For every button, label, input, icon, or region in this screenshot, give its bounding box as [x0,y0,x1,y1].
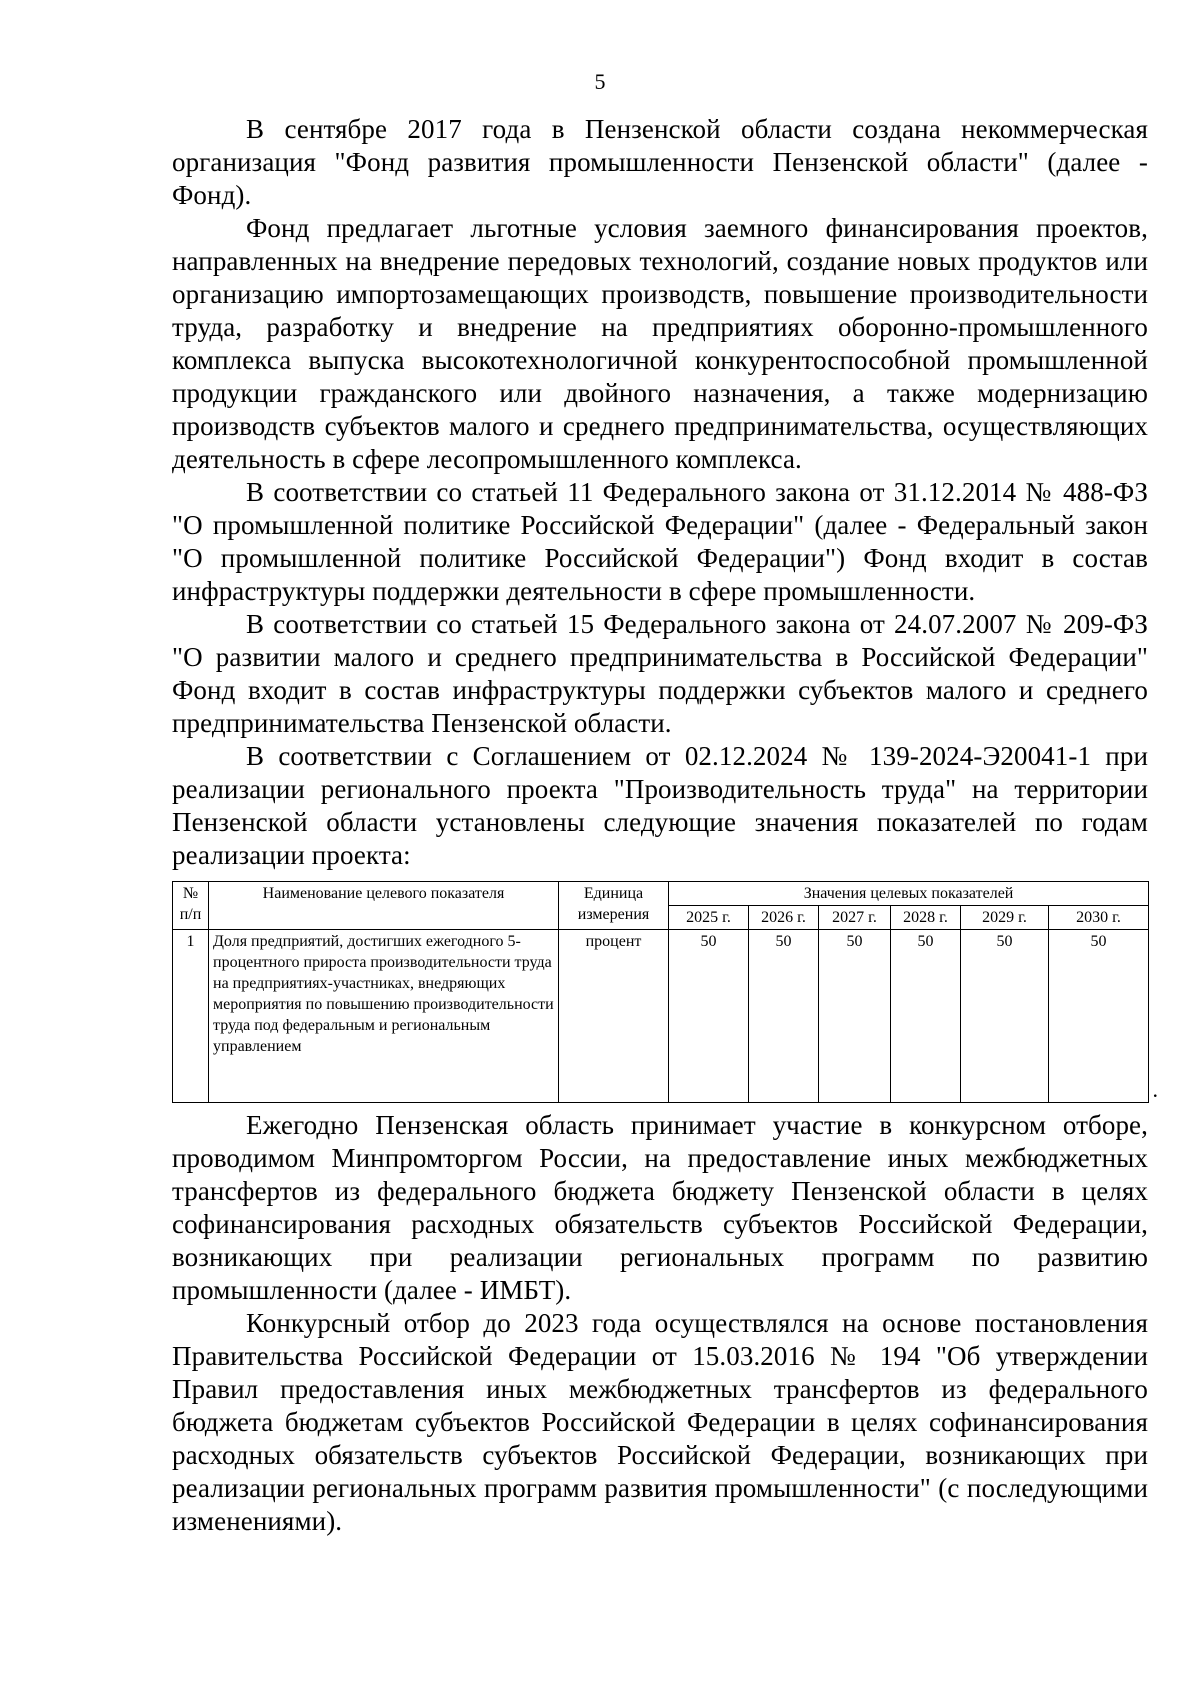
header-values-group: Значения целевых показателей [669,882,1149,906]
indicators-table [172,881,1149,1103]
header-year: 2029 г. [961,906,1049,930]
header-year: 2025 г. [669,906,749,930]
header-year: 2026 г. [749,906,819,930]
table-trailing-period: . [1152,1077,1158,1102]
cell-value: 50 [749,930,819,1103]
paragraph-fund-creation: В сентябре 2017 года в Пензенской области создана некоммерческая организация "Фонд развития промышленности Пензенской области" (далее - Фонд). [172,114,1148,210]
cell-value: 50 [961,930,1049,1103]
document-body [172,113,1158,1538]
cell-value: 50 [669,930,749,1103]
paragraph-industrial-policy-law: В соответствии со статьей 11 Федерального закона от 31.12.2014 № 488-ФЗ "О промышленной политике Российской Федерации" (далее - Федеральный закон "О промышленной политике Российской Федерации") Фонд входит в состав инфраструктуры поддержки деятельности в сфере промышленности. [172,477,1148,606]
header-year: 2030 г. [1049,906,1149,930]
cell-unit: процент [559,930,669,1103]
paragraph-agreement: В соответствии с Соглашением от 02.12.2024 № 139-2024-Э20041-1 при реализации регионального проекта "Производительность труда" на территории Пензенской области установлены следующие значения показателей по годам реализации проекта: [172,741,1148,870]
cell-value: 50 [891,930,961,1103]
header-unit: Единица измерения [559,882,669,930]
header-indicator-name: Наименование целевого показателя [209,882,559,930]
cell-num: 1 [173,930,209,1103]
header-num: № п/п [173,882,209,930]
indicators-table-wrapper [172,881,1158,1103]
cell-indicator-name: Доля предприятий, достигших ежегодного 5-процентного прироста производительности труда на предприятиях-участниках, внедряющих мероприятия по повышению производительности труда под федеральным и региональным управлением [209,930,559,1103]
paragraph-fund-conditions: Фонд предлагает льготные условия заемного финансирования проектов, направленных на внедрение передовых технологий, создание новых продуктов или организацию импортозамещающих производств, повышение производительности труда, разработку и внедрение на предприятиях оборонно-промышленного комплекса выпуска высокотехнологичной конкурентоспособной промышленной продукции гражданского или двойного назначения, а также модернизацию производств субъектов малого и среднего предпринимательства, осуществляющих деятельность в сфере лесопромышленного комплекса. [172,213,1148,474]
table-header-row-1 [173,882,1149,906]
cell-value: 50 [1049,930,1149,1103]
table-row [173,930,1149,1103]
header-year: 2028 г. [891,906,961,930]
paragraph-sme-law: В соответствии со статьей 15 Федерального закона от 24.07.2007 № 209-ФЗ "О развитии малого и среднего предпринимательства в Российской Федерации" Фонд входит в состав инфраструктуры поддержки субъектов малого и среднего предпринимательства Пензенской области. [172,609,1148,738]
cell-value: 50 [819,930,891,1103]
page-number: 5 [594,69,606,94]
paragraph-imbt-competition: Ежегодно Пензенская область принимает участие в конкурсном отборе, проводимом Минпромторгом России, на предоставление иных межбюджетных трансфертов из федерального бюджета бюджету Пензенской области в целях софинансирования расходных обязательств субъектов Российской Федерации, возникающих при реализации региональных программ по развитию промышленности (далее - ИМБТ). [172,1110,1148,1305]
header-year: 2027 г. [819,906,891,930]
paragraph-competition-basis: Конкурсный отбор до 2023 года осуществлялся на основе постановления Правительства Российской Федерации от 15.03.2016 № 194 "Об утверждении Правил предоставления иных межбюджетных трансфертов из федерального бюджета бюджетам субъектов Российской Федерации в целях софинансирования расходных обязательств субъектов Российской Федерации, возникающих при реализации региональных программ развития промышленности" (с последующими изменениями). [172,1308,1148,1536]
